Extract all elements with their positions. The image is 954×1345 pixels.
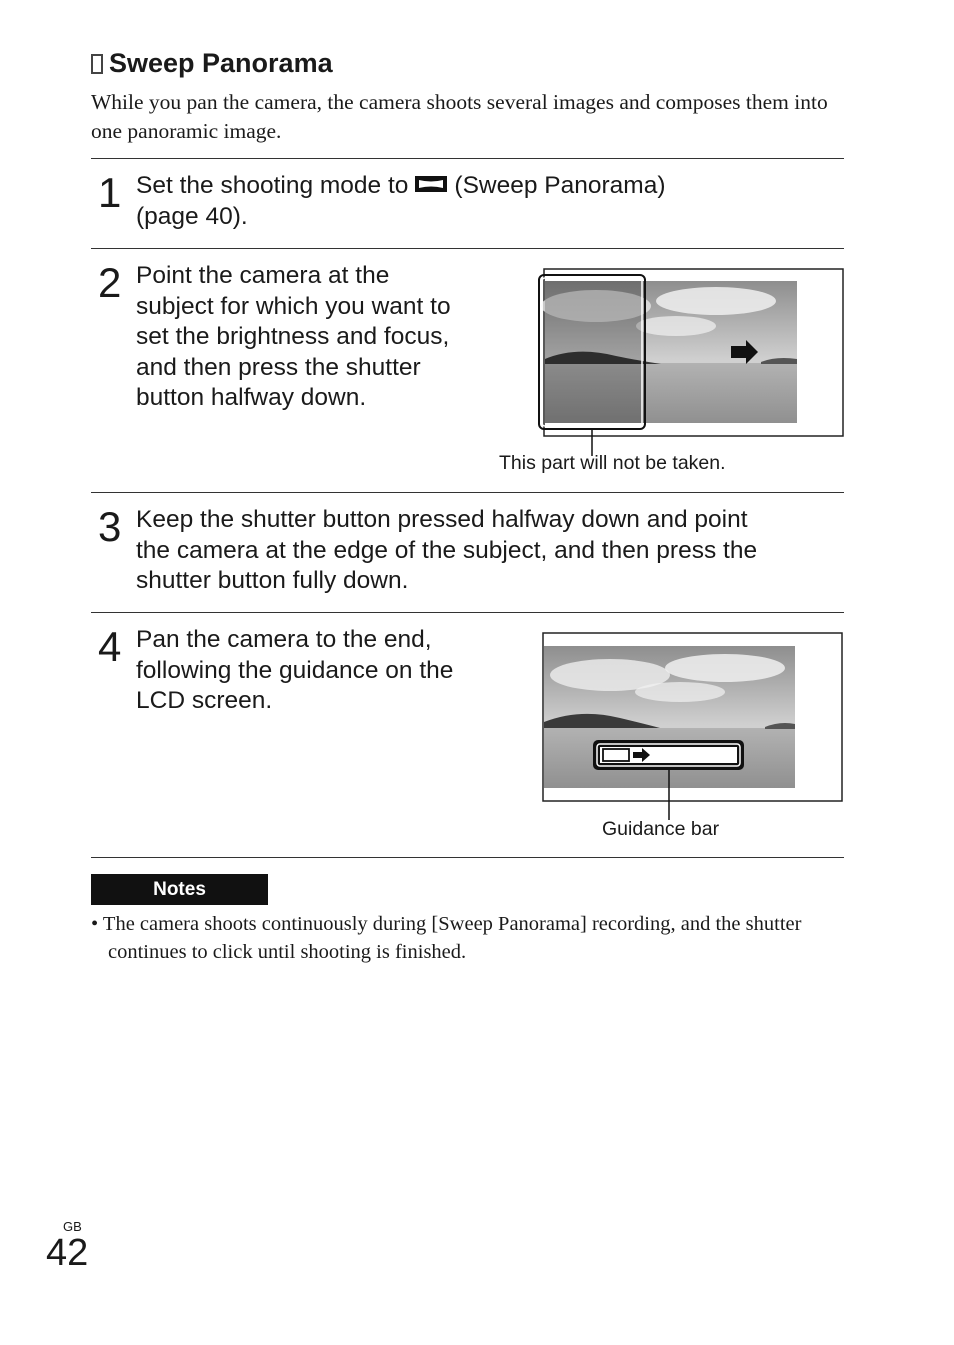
step-1-text bbox=[136, 171, 836, 232]
step-4-text bbox=[136, 625, 516, 717]
step-2-line: button halfway down. bbox=[136, 384, 367, 411]
section-intro: While you pan the camera, the camera shoots several images and composes them into one panoramic image. bbox=[91, 90, 828, 143]
divider bbox=[91, 857, 844, 858]
step-2-line: set the brightness and focus, bbox=[136, 323, 450, 350]
step-1-text-before: Set the shooting mode to bbox=[136, 172, 409, 199]
section-title: Sweep Panorama bbox=[109, 48, 333, 78]
divider bbox=[91, 492, 844, 493]
step-2-line: subject for which you want to bbox=[136, 292, 451, 320]
step-3-number: 3 bbox=[98, 503, 122, 550]
step-2-line: and then press the shutter bbox=[136, 353, 421, 381]
step-1-number: 1 bbox=[98, 169, 122, 216]
step-1-text-after: (Sweep Panorama) bbox=[454, 172, 666, 199]
sweep-panorama-icon bbox=[414, 171, 448, 202]
step-3-line: shutter button fully down. bbox=[136, 567, 409, 594]
step-2-text bbox=[136, 261, 516, 414]
region-code: GB bbox=[63, 1219, 82, 1234]
step-3-line: Keep the shutter button pressed halfway down and point bbox=[136, 506, 748, 533]
divider bbox=[91, 612, 844, 613]
step-4-line: Pan the camera to the end, bbox=[136, 626, 432, 653]
step-3-line: the camera at the edge of the subject, and then press the bbox=[136, 536, 758, 564]
sweep-start-illustration bbox=[536, 266, 846, 461]
step-2-caption: This part will not be taken. bbox=[499, 452, 726, 474]
step-2-line: Point the camera at the bbox=[136, 262, 390, 289]
step-3-text bbox=[136, 505, 846, 597]
step-4-number: 4 bbox=[98, 623, 122, 670]
step-2-number: 2 bbox=[98, 259, 122, 306]
divider bbox=[91, 158, 844, 159]
step-4-caption: Guidance bar bbox=[602, 818, 720, 840]
page-number: 42 bbox=[46, 1232, 89, 1274]
step-4-line: following the guidance on the bbox=[136, 656, 454, 684]
step-4-line: LCD screen. bbox=[136, 687, 273, 714]
notes-label: Notes bbox=[91, 874, 268, 905]
divider bbox=[91, 248, 844, 249]
note-item: • The camera shoots continuously during [Sweep Panorama] recording, and the shutter continues to click until shooting is finished. bbox=[91, 913, 802, 963]
heading-marker-icon bbox=[91, 54, 103, 74]
step-1-line2: (page 40). bbox=[136, 202, 248, 230]
section-heading bbox=[91, 48, 333, 79]
guidance-illustration bbox=[540, 630, 846, 822]
